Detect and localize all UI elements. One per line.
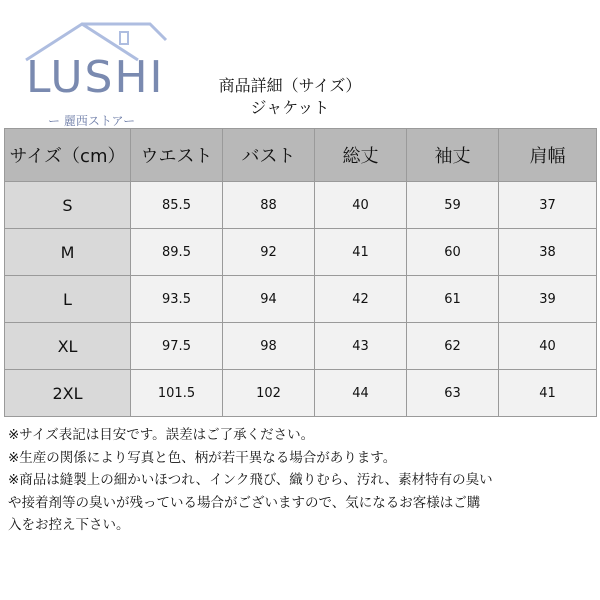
- table-cell: 94: [223, 276, 315, 323]
- logo-text: LUSHI: [26, 52, 165, 103]
- header-size: サイズ（cm）: [5, 129, 131, 182]
- size-cell: S: [5, 182, 131, 229]
- table-cell: 101.5: [131, 370, 223, 417]
- note-line: ※商品は縫製上の細かいほつれ、インク飛び、織りむら、汚れ、素材特有の臭い: [8, 472, 493, 488]
- header-waist: ウエスト: [131, 129, 223, 182]
- table-cell: 60: [407, 229, 499, 276]
- table-row: [5, 370, 597, 417]
- table-cell: 98: [223, 323, 315, 370]
- table-cell: 63: [407, 370, 499, 417]
- table-row: [5, 323, 597, 370]
- table-cell: 92: [223, 229, 315, 276]
- table-cell: 44: [315, 370, 407, 417]
- table-cell: 102: [223, 370, 315, 417]
- table-cell: 41: [499, 370, 597, 417]
- table-cell: 41: [315, 229, 407, 276]
- size-table: [4, 128, 597, 417]
- table-row: [5, 276, 597, 323]
- header-length: 総丈: [315, 129, 407, 182]
- table-cell: 89.5: [131, 229, 223, 276]
- size-cell: M: [5, 229, 131, 276]
- table-cell: 39: [499, 276, 597, 323]
- table-cell: 40: [315, 182, 407, 229]
- page-title: 商品詳細（サイズ）: [218, 76, 362, 95]
- table-cell: 97.5: [131, 323, 223, 370]
- note-line: や接着剤等の臭いが残っている場合がございますので、気になるお客様はご購: [8, 494, 481, 511]
- table-cell: 37: [499, 182, 597, 229]
- size-cell: XL: [5, 323, 131, 370]
- header-sleeve: 袖丈: [407, 129, 499, 182]
- note-line: 入をお控え下さい。: [8, 517, 130, 533]
- header-shoulder: 肩幅: [499, 129, 597, 182]
- table-cell: 42: [315, 276, 407, 323]
- logo-subtitle: ー 麗西ストアー: [48, 114, 136, 128]
- table-cell: 40: [499, 323, 597, 370]
- size-cell: L: [5, 276, 131, 323]
- table-cell: 61: [407, 276, 499, 323]
- table-cell: 43: [315, 323, 407, 370]
- table-cell: 88: [223, 182, 315, 229]
- table-cell: 93.5: [131, 276, 223, 323]
- note-line: ※生産の関係により写真と色、柄が若干異なる場合があります。: [8, 449, 397, 466]
- size-cell: 2XL: [5, 370, 131, 417]
- table-cell: 59: [407, 182, 499, 229]
- header-bust: バスト: [223, 129, 315, 182]
- table-row: [5, 182, 597, 229]
- note-line: ※サイズ表記は目安です。誤差はご了承ください。: [8, 427, 315, 443]
- table-row: [5, 229, 597, 276]
- notes: [8, 424, 594, 537]
- table-cell: 85.5: [131, 182, 223, 229]
- table-cell: 62: [407, 323, 499, 370]
- table-header-row: [5, 129, 597, 182]
- store-logo: [20, 18, 180, 128]
- product-type: ジャケット: [250, 98, 330, 117]
- table-cell: 38: [499, 229, 597, 276]
